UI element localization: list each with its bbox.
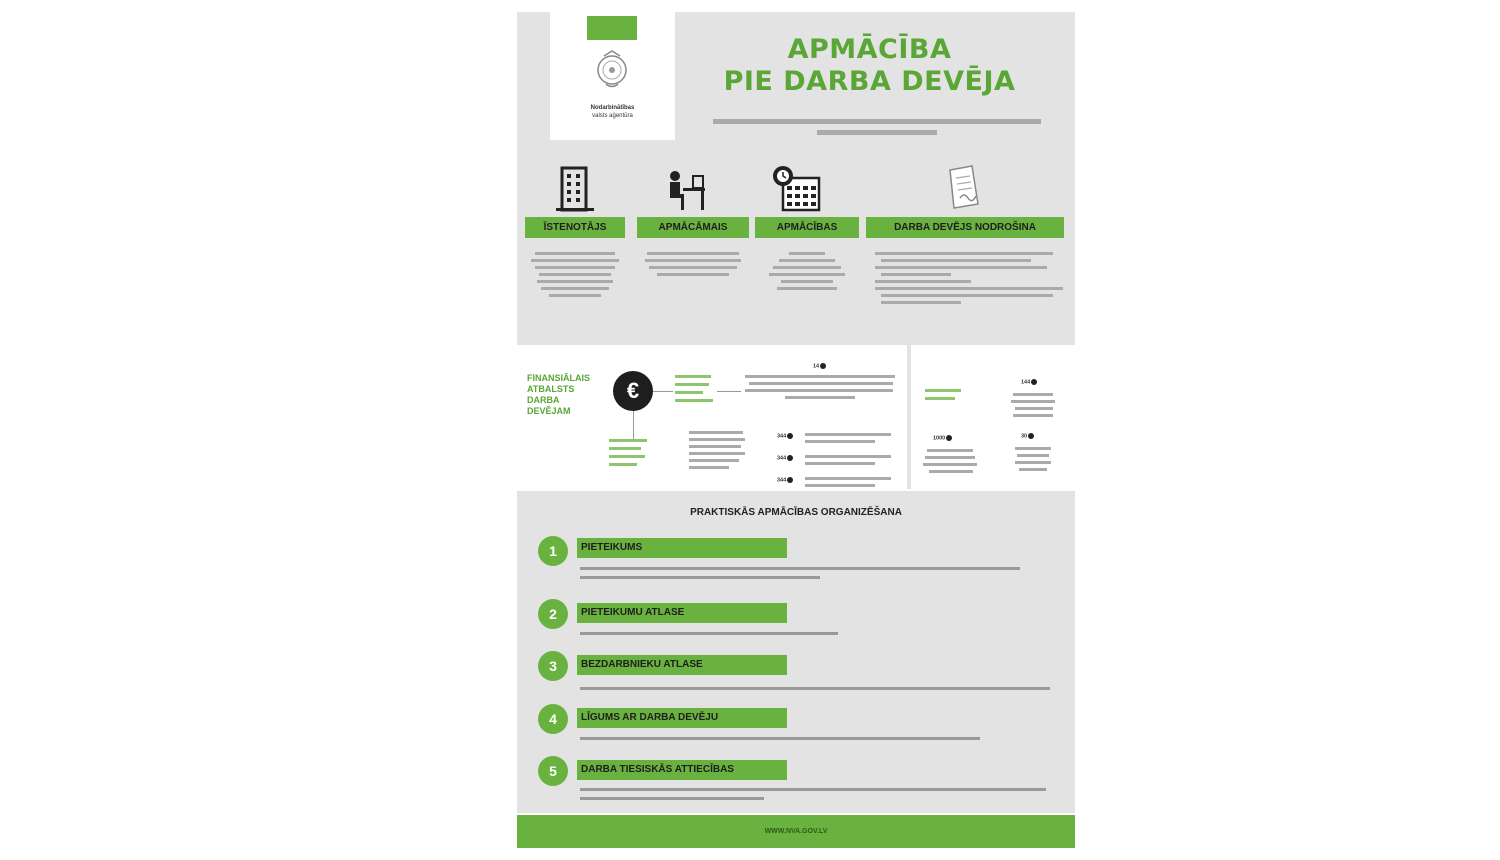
calendar-clock-icon — [769, 164, 823, 217]
euro-icon: € — [613, 371, 653, 411]
monthly-grant-label-blurred — [675, 373, 715, 418]
organisation-section — [517, 491, 1075, 813]
category-training: APMĀCĪBAS — [755, 217, 859, 238]
financial-support-section — [517, 347, 905, 489]
right-description-2-blurred — [921, 447, 981, 480]
amount-monthly: 14 — [813, 363, 826, 369]
step-3-label: BEZDARBNIEKU ATLASE — [577, 655, 787, 675]
connector-line — [653, 391, 673, 392]
person-at-desk-icon — [659, 164, 709, 217]
monthly-grant-description-blurred — [745, 373, 895, 412]
amount-right-3: 30 — [1021, 433, 1034, 439]
implementer-description-blurred — [529, 250, 621, 324]
step-4-label: LĪGUMS AR DARBA DEVĒJU — [577, 708, 787, 728]
connector-line — [717, 391, 741, 392]
right-description-3-blurred — [1009, 445, 1059, 484]
amount-right-2: 1000 — [933, 435, 952, 441]
step-2-label: PIETEIKUMU ATLASE — [577, 603, 787, 623]
amount-right-1: 144 — [1021, 379, 1037, 385]
subtitle-text-blurred — [707, 116, 1047, 142]
right-description-1-blurred — [1009, 391, 1059, 424]
logo-green-bar — [587, 16, 637, 40]
agency-name: Nodarbinātības valsts aģentūra — [590, 105, 635, 119]
page-title: APMĀCĪBA PIE DARBA DEVĒJA — [723, 34, 1016, 97]
step-2-description-blurred — [580, 631, 1050, 643]
amount-level-1: 344 — [777, 433, 793, 439]
top-panel — [517, 12, 1075, 345]
step-1-label: PIETEIKUMS — [577, 538, 787, 558]
step-4-description-blurred — [580, 736, 1050, 748]
agency-logo-card — [550, 12, 675, 140]
one-time-grant-label-blurred — [609, 437, 649, 482]
employer-provides-description-blurred — [871, 250, 1065, 334]
step-5-label: DARBA TIESISKĀS ATTIECĪBAS — [577, 760, 787, 780]
category-trainee: APMĀCĀMAIS — [637, 217, 749, 238]
step-5-number: 5 — [538, 756, 568, 786]
qualification-levels-blurred — [805, 431, 895, 492]
trainee-description-blurred — [641, 250, 745, 294]
step-4-number: 4 — [538, 704, 568, 734]
qualification-description-blurred — [689, 429, 749, 494]
financial-support-heading: FINANSIĀLAIS ATBALSTS DARBA DEVĒJAM — [527, 373, 590, 416]
infographic-poster — [517, 12, 1075, 848]
additional-support-section — [913, 347, 1075, 489]
footer-url[interactable]: WWW.NVA.GOV.LV — [517, 815, 1075, 848]
additional-support-label-blurred — [925, 387, 965, 412]
step-3-number: 3 — [538, 651, 568, 681]
section-divider — [907, 345, 911, 489]
training-description-blurred — [759, 250, 855, 314]
step-1-number: 1 — [538, 536, 568, 566]
organisation-title: PRAKTISKĀS APMĀCĪBAS ORGANIZĒŠANA — [690, 507, 902, 518]
office-building-icon — [550, 164, 600, 217]
step-2-number: 2 — [538, 599, 568, 629]
coat-of-arms-icon — [592, 48, 632, 97]
category-employer-provides: DARBA DEVĒJS NODROŠINA — [866, 217, 1064, 238]
category-implementer: ĪSTENOTĀJS — [525, 217, 625, 238]
amount-level-3: 344 — [777, 477, 793, 483]
document-signature-icon — [942, 164, 986, 217]
amount-level-2: 344 — [777, 455, 793, 461]
step-1-description-blurred — [580, 566, 1050, 586]
step-5-description-blurred — [580, 787, 1050, 809]
step-3-description-blurred — [580, 686, 1050, 698]
